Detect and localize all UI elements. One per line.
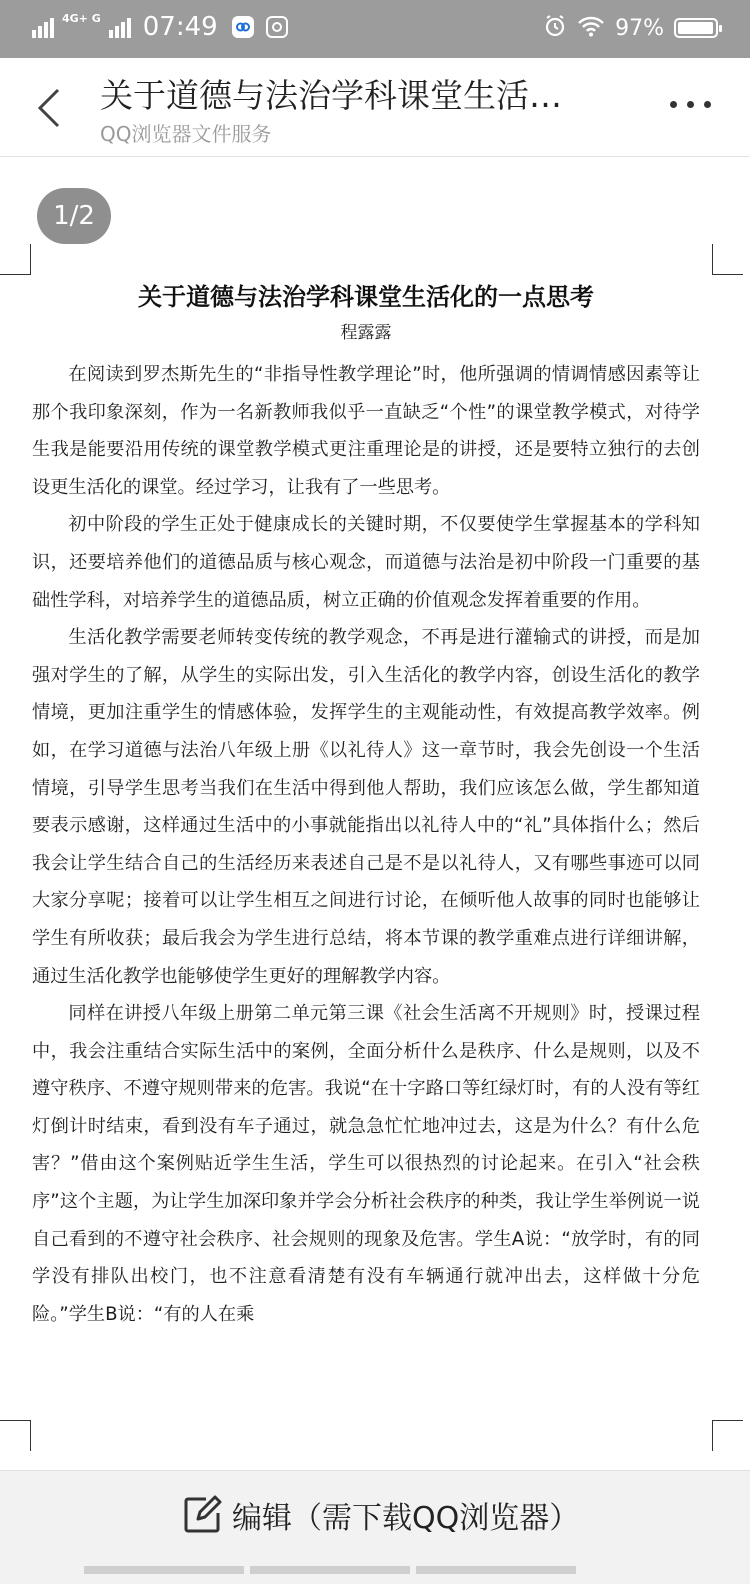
network-type: 4G+ G xyxy=(62,11,101,25)
app-header xyxy=(0,58,750,157)
crop-mark-top-left xyxy=(0,244,31,275)
app-notification-icon-2 xyxy=(266,16,288,38)
crop-mark-bottom-left xyxy=(0,1420,31,1451)
document-title: 关于道德与法治学科课堂生活化的一点思考 xyxy=(138,283,594,311)
more-menu-button[interactable] xyxy=(670,101,711,108)
back-arrow-icon xyxy=(30,80,70,136)
status-time: 07:49 xyxy=(142,12,218,42)
crop-mark-top-right xyxy=(712,244,743,275)
signal-icon xyxy=(32,16,54,38)
back-button[interactable] xyxy=(30,80,70,136)
battery-icon xyxy=(674,18,718,38)
app-notification-icon xyxy=(232,16,254,38)
paragraph: 生活化教学需要老师转变传统的教学观念，不再是进行灌输式的讲授，而是加强对学生的了解，从学生的实际出发，引入生活化的教学内容，创设生活化的教学情境，更加注重学生的情感体验，发挥学生的主观能动性，有效提高教学效率。例如，在学习道德与法治八年级上册《以礼待人》这一章节时，我会先创设一个生活情境，引导学生思考当我们在生活中得到他人帮助，我们应该怎么做，学生都知道要表示感谢，这样通过生活中的小事就能指出以礼待人中的“礼”具体指什么；然后我会让学生结合自己的生活经历来表述自己是不是以礼待人，又有哪些事迹可以同大家分享呢；接着可以让学生相互之间进行讨论，在倾听他人故事的同时也能够让学生有所收获；最后我会为学生进行总结，将本节课的教学重难点进行详细讲解，通过生活化教学也能够使学生更好的理解教学内容。 xyxy=(32,627,700,987)
edit-button-label: 编辑（需下载QQ浏览器） xyxy=(232,1501,580,1536)
paragraph: 初中阶段的学生正处于健康成长的关键时期，不仅要使学生掌握基本的学科知识，还要培养他们的道德品质与核心观念，而道德与法治是初中阶段一门重要的基础性学科，对培养学生的道德品质，树立正确的价值观念发挥着重要的作用。 xyxy=(32,514,700,611)
battery-percent: 97% xyxy=(615,15,664,41)
page-title: 关于道德与法治学科课堂生活… xyxy=(100,76,562,115)
edit-button[interactable] xyxy=(180,1493,579,1537)
status-bar xyxy=(0,0,750,58)
document-author: 程露露 xyxy=(340,323,392,343)
document-page[interactable] xyxy=(32,274,700,1414)
signal-icon-2 xyxy=(109,16,131,38)
page-indicator: 1/2 xyxy=(37,188,111,244)
paragraph: 在阅读到罗杰斯先生的“非指导性教学理论”时，他所强调的情调情感因素等让那个我印象深刻，作为一名新教师我似乎一直缺乏“个性”的课堂教学模式，对待学生我是能要沿用传统的课堂教学模式更注重理论是的讲授，还是要特立独行的去创设更生活化的课堂。经过学习，让我有了一些思考。 xyxy=(32,364,700,498)
page-subtitle: QQ浏览器文件服务 xyxy=(100,122,272,146)
more-dots-icon xyxy=(670,101,677,108)
page-tabs xyxy=(84,1566,576,1574)
crop-mark-bottom-right xyxy=(712,1420,743,1451)
edit-icon xyxy=(180,1493,224,1537)
bottom-bar xyxy=(0,1470,750,1584)
alarm-icon xyxy=(543,14,567,42)
paragraph: 同样在讲授八年级上册第二单元第三课《社会生活离不开规则》时，授课过程中，我会注重结合实际生活中的案例，全面分析什么是秩序、什么是规则，以及不遵守秩序、不遵守规则带来的危害。我说“在十字路口等红绿灯时，有的人没有等红灯倒计时结束，看到没有车子通过，就急急忙忙地冲过去，这是为什么？有什么危害？”借由这个案例贴近学生生活，学生可以很热烈的讨论起来。在引入“社会秩序”这个主题，为让学生加深印象并学会分析社会秩序的种类，我让学生举例说一说自己看到的不遵守社会秩序、社会规则的现象及危害。学生A说：“放学时，有的同学没有排队出校门，也不注意看清楚有没有车辆通行就冲出去，这样做十分危险。”学生B说：“有的人在乘 xyxy=(32,1003,700,1325)
wifi-icon xyxy=(577,15,605,41)
